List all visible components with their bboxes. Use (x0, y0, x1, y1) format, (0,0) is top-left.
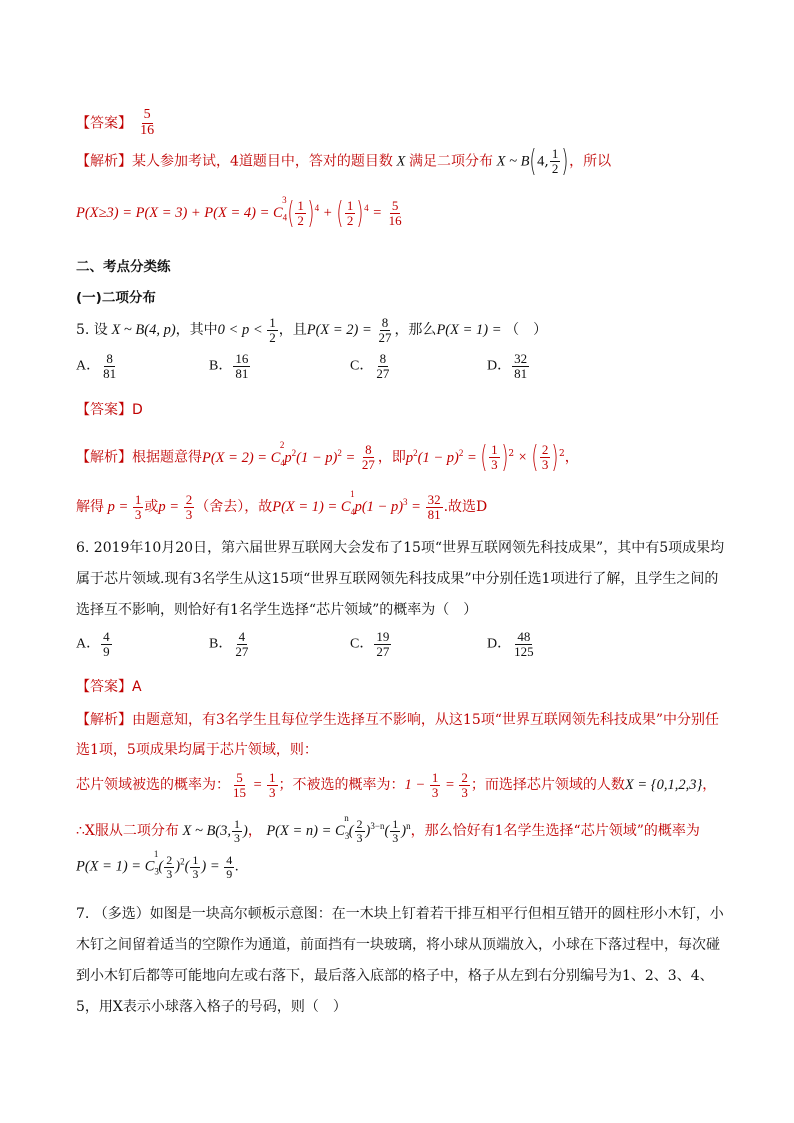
option-label: A． (76, 358, 101, 374)
q4-eq-exp-1: 4 (314, 203, 320, 213)
q6-analysis-line-1 (76, 709, 719, 729)
q6-answer-row (76, 676, 142, 696)
q6-analysis-line-4: ∴X服从二项分布 X ~ B(3, $\frac{1}{3}$ )， $P(X = n) = C_3^n$( $\frac{2}{3}$ )$^{3-n}$( $\frac{1}{3}$ )$^n$，那么恰好有1名学生选择“芯片领域”的概率为 (76, 813, 700, 845)
analysis-tag: 【解析】 (76, 712, 132, 728)
q6-line-2: 属于芯片领域.现有3名学生从这15项“世界互联网领先科技成果”中分别任选1项进行了解，且学生之间的 (76, 571, 719, 587)
q4-dist-p: $\frac{1}{2}$ (551, 146, 559, 176)
q6-analysis-line-2: 选1项，5项成果均属于芯片领域，则： (76, 742, 318, 758)
q5-solve-b: 或 (144, 499, 159, 516)
option-label: B． (209, 636, 233, 652)
q6-analysis-4a: ∴X服从二项分布 (76, 823, 179, 840)
q5-solve-a: 解得 (76, 499, 104, 516)
q5-option-d[interactable]: D． $\frac{32}{81}$ (487, 351, 528, 381)
analysis-tag: 【解析】 (76, 153, 132, 170)
q6-analysis-3c: ；而选择芯片领域的人数 (470, 777, 625, 794)
q5-stem-a: 5. 设 (76, 322, 108, 339)
q5-option-b[interactable]: B． $\frac{16}{81}$ (209, 351, 249, 381)
q6-line-3: 选择互不影响，则恰好有1名学生选择“芯片领域”的概率为（ ） (76, 602, 478, 618)
q5-option-a[interactable]: A． $\frac{8}{81}$ (76, 351, 117, 381)
option-label: C． (350, 636, 374, 652)
q4-equation: $P(X\ge 3) = P(X = 3) + P(X = 4) = C_4^3$( $\frac{1}{2}$ )$^4$ + ( $\frac{1}{2}$ )$^4$ = $\frac{5}{16}$ (76, 195, 402, 231)
q4-analysis-text3: ，所以 (569, 153, 612, 170)
answer-tag: 【答案】 (76, 402, 132, 418)
q7-line-2: 木钉之间留着适当的空隙作为通道，前面挡有一块玻璃，将小球从顶端放入，小球在下落过程中，每次碰 (76, 937, 720, 953)
q5-analysis-row: 【解析】根据题意得$P(X = 2) = C_4^2p^2(1 - p)^2$ = $\frac{8}{27}$ ，即$p^2(1 - p)^2$ = ( $\frac{1}{3}$ )$^2$ × ( $\frac{2}{3}$ )$^2$， (76, 439, 579, 475)
q4-analysis-text: 某人参加考试，4道题目中，答对的题目数 (132, 153, 393, 170)
section-title: 二、考点分类练 (76, 259, 171, 275)
q5-analysis-a: 根据题意得 (132, 449, 202, 466)
q6-answer-value: A (132, 679, 142, 695)
option-label: D． (487, 636, 512, 652)
option-label: A． (76, 636, 101, 652)
q5-stem: 5. 设 X ~ B(4, p)，其中0 < p < $\frac{1}{2}$ ，且P(X = 2) = $\frac{8}{27}$ ，那么P(X = 1) = （ ） (76, 315, 548, 345)
q6-analysis-4b: ，那么恰好有1名学生选择“芯片领域”的概率为 (410, 823, 700, 840)
q4-eq-half-1: $\frac{1}{2}$ (297, 198, 304, 228)
q5-stem-c: ，且 (278, 322, 307, 339)
q5-solve-d: .故选D (443, 499, 488, 516)
option-label: C． (350, 358, 374, 374)
q6-option-b[interactable]: B． $\frac{4}{27}$ (209, 629, 249, 659)
q5-solution-row: 解得 p = $\frac{1}{3}$ 或p = $\frac{2}{3}$ （舍去），故$P(X = 1) = C_4^1p(1 - p)^3$ = $\frac{32}{81}$ .故选D (76, 489, 488, 522)
q6-line-1: 6. 2019年10月20日，第六届世界互联网大会发布了15项“世界互联网领先科技成果”，其中有5项成果均 (76, 540, 725, 556)
q5-stem-e: （ ） (505, 322, 548, 339)
option-label: B． (209, 358, 233, 374)
q4-eq-result: $\frac{5}{16}$ (388, 198, 402, 228)
q4-eq-half-2: $\frac{1}{2}$ (346, 198, 354, 228)
q6-analysis-1: 由题意知，有3名学生且每位学生选择互不影响，从这15项“世界互联网领先科技成果”中分别任 (132, 712, 720, 728)
q7-line-4: 5，用X表示小球落入格子的号码，则（ ） (76, 999, 347, 1015)
q4-eq-sup: 3 (282, 195, 287, 205)
q5-stem-half: $\frac{1}{2}$ (269, 315, 276, 345)
q6-option-c[interactable]: C． $\frac{19}{27}$ (350, 629, 390, 659)
q6-analysis-3a: 芯片领域被选的概率为： (76, 777, 230, 794)
q7-line-3: 到小木钉后都等可能地向左或右落下，最后落入底部的格子中，格子从左到右分别编号为1、2、3、4、 (76, 968, 714, 984)
q5-answer-row (76, 399, 143, 419)
q5-stem-d: ，那么 (394, 322, 437, 339)
q5-analysis-b: ，即 (377, 449, 406, 466)
q5-solve-c: （舍去），故 (195, 499, 273, 516)
q6-option-d[interactable]: D． $\frac{48}{125}$ (487, 629, 534, 659)
q4-eq-lhs: P(X≥3) = P(X = 3) + P(X = 4) = C (76, 204, 283, 221)
q5-stem-frac: $\frac{8}{27}$ (378, 315, 392, 345)
answer-tag: 【答案】 (76, 679, 132, 695)
analysis-tag: 【解析】 (76, 449, 132, 466)
q5-stem-b: ，其中 (175, 322, 218, 339)
q5-answer-value: D (132, 402, 143, 418)
q4-analysis-text2: 满足二项分布 (409, 153, 494, 170)
q6-analysis-3b: ；不被选的概率为： (278, 777, 405, 794)
q7-line-1: 7. （多选）如图是一块高尔顿板示意图：在一木块上钉着若干排互相平行但相互错开的圆柱形小木钉，小 (76, 906, 724, 922)
option-label: D． (487, 358, 512, 374)
q4-dist-n: 4 (537, 153, 545, 170)
q4-eq-sub: 4 (282, 212, 288, 223)
q4-answer-fraction: $\frac{5}{16}$ (140, 107, 155, 138)
q4-answer-row (76, 108, 157, 138)
q4-eq-exp-2: 4 (364, 203, 369, 213)
q5-option-c[interactable]: C． $\frac{8}{27}$ (350, 351, 390, 381)
q6-analysis-result: $P(X = 1) = C_3^1$( $\frac{2}{3}$ )$^2$( $\frac{1}{3}$ ) = $\frac{4}{9}$ . (76, 848, 239, 881)
q6-option-a[interactable]: A． $\frac{4}{9}$ (76, 629, 110, 659)
q4-analysis-row: 【解析】某人参加考试，4道题目中，答对的题目数 X 满足二项分布 X ~ B(4, $\frac{1}{2}$ )，所以 (76, 144, 612, 179)
answer-tag: 【答案】 (76, 115, 132, 132)
section-subtitle: (一)二项分布 (76, 290, 156, 306)
q6-analysis-line-3: 芯片领域被选的概率为： $\frac{5}{15}$ = $\frac{1}{3}$ ；不被选的概率为：1 − $\frac{1}{3}$ = $\frac{2}{3}$ ；而选择芯片领域的人数X = {0,1,2,3}， (76, 770, 717, 800)
